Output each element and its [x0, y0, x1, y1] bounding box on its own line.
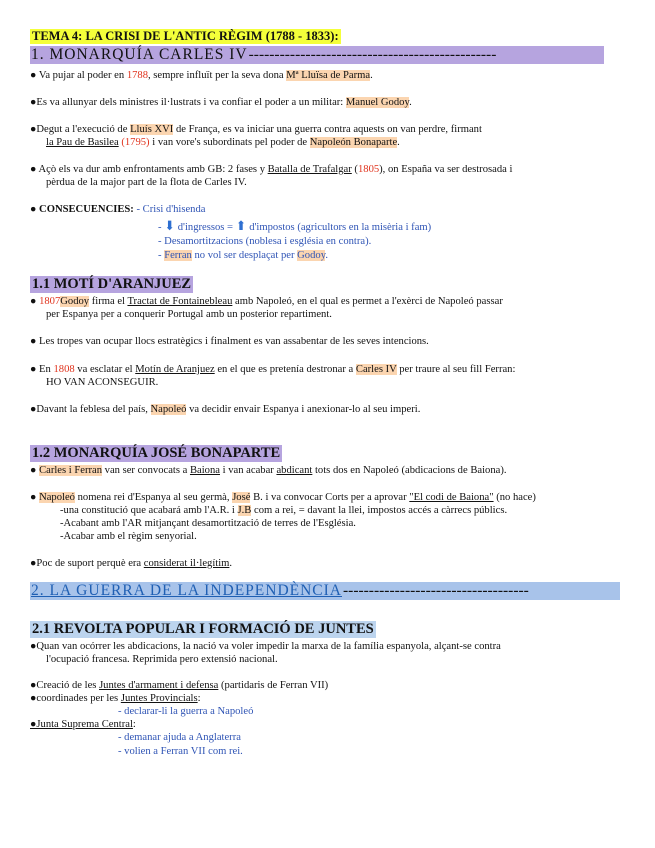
s11-b4-text-a: ●Davant la feblesa del país,	[30, 404, 151, 415]
s11-b3-year: 1808	[53, 364, 75, 375]
s11-b1-year: 1807	[39, 296, 61, 307]
s12-b3-text-b: .	[229, 558, 233, 569]
s1-b4-text-c: ), on España va ser destrosada i	[379, 164, 513, 175]
s12-b1-dot: ●	[30, 465, 40, 476]
s21-b3-text-a: ●coordinades per les	[30, 693, 121, 704]
s12-b2-text-d: (no hace)	[493, 492, 536, 503]
s1-b3-text-b: de França, es va iniciar una guerra contra aquests on van perdre, firmant	[173, 124, 482, 135]
consequence-2-dash: -	[158, 222, 165, 233]
s1-b1-text-a: ● Va pujar al poder en	[30, 70, 127, 81]
s12-bullet-3	[30, 557, 232, 570]
s12-bullet-2-cont-3: -Acabar amb el règim senyorial.	[60, 531, 197, 542]
s12-b2-highlight-1: Napoleó	[39, 492, 75, 503]
consequence-4-highlight: Ferran	[164, 250, 192, 261]
consequence-2-text-b: d'impostos (agricultors en la misèria i fam)	[246, 222, 432, 233]
s21-b2-text-b: (partidaris de Ferran VII)	[218, 680, 329, 691]
s1-bullet-1	[30, 69, 373, 82]
s12-b2-highlight-2: José	[232, 492, 251, 503]
s21-bullet-1-cont: l'ocupació francesa. Reprimida pero extensió nacional.	[46, 654, 278, 665]
s1-b1-text-c: .	[370, 70, 373, 81]
s11-bullet-3-cont: HO VAN ACONSEGUIR.	[46, 377, 159, 388]
s11-b1-dot: ●	[30, 296, 40, 307]
s1-bullet-3-cont	[46, 136, 400, 149]
s12-b1-highlight: Carles i Ferran	[39, 465, 103, 476]
s21-bullet-4-cont-2: - volien a Ferran VII com rei.	[118, 746, 243, 757]
s21-bullet-3-cont: - declarar-li la guerra a Napoleó	[118, 706, 254, 717]
s1-b3b-highlight: Napoleón Bonaparte	[309, 137, 398, 148]
consequence-4-end: .	[325, 250, 328, 261]
s21-b3-underline: Juntes Provincials	[120, 693, 198, 704]
s11-bullet-4	[30, 403, 420, 416]
s1-b1-highlight: Mª Lluïsa de Parma	[286, 70, 371, 81]
s1-b4-underline: Batalla de Trafalgar	[267, 164, 352, 175]
s11-b3-text-b: va esclatar el	[74, 364, 136, 375]
s12-bullet-2-cont-1	[60, 504, 507, 517]
s1-b4-text-b: (	[351, 164, 358, 175]
s1-b3b-year: (1795)	[118, 137, 150, 148]
s1-bullet-3	[30, 123, 482, 136]
s21-b4-text-b: :	[132, 719, 136, 730]
section-1-2-heading: 1.2 MONARQUÍA JOSÉ BONAPARTE	[32, 445, 281, 461]
consequence-4-text: no vol ser desplaçat per	[191, 250, 298, 261]
section-2-dashes: ------------------------------------	[343, 582, 529, 599]
consequence-2-text-a: d'ingressos =	[175, 222, 236, 233]
consequence-4-dash: -	[158, 250, 165, 261]
s11-b3-text-d: per traure al seu fill Ferran:	[396, 364, 516, 375]
s1-b4-year: 1805	[357, 164, 380, 175]
s1-b3-highlight: Lluís XVI	[130, 124, 174, 135]
s21-bullet-4	[30, 718, 136, 731]
consequence-4-highlight-2: Godoy	[297, 250, 326, 261]
s12-bullet-2-cont-2: -Acabant amb l'AR mitjançant desamortització de terres de l'Església.	[60, 518, 356, 529]
s12-b1-text-d: tots dos en Napoleó (abdicacions de Baiona).	[312, 465, 507, 476]
s12-b2c-text-b: com a rei, = davant la llei, impostos accés a càrrecs públics.	[251, 505, 508, 516]
s1-bullet-4	[30, 163, 512, 176]
s11-b1-text-c: amb Napoleó, en el qual es permet a l'exèrci de Napoleó passar	[232, 296, 503, 307]
s11-b4-text-b: va decidir envair Espanya i anexionar-lo al seu imperi.	[186, 404, 421, 415]
s11-b3-highlight: Carles IV	[355, 364, 397, 375]
s11-bullet-1	[30, 295, 503, 308]
s11-b1-underline: Tractat de Fontainebleau	[127, 296, 233, 307]
s1-consequences	[30, 203, 205, 216]
s12-b2c-text-a: -una constitució que acabará amb l'A.R. i	[60, 505, 238, 516]
s1-b4-text-a: ● Açò els va dur amb enfrontaments amb GB: 2 fases y	[30, 164, 268, 175]
s1-b3-text-a: ●Degut a l'execució de	[30, 124, 131, 135]
section-1-heading	[30, 46, 604, 64]
s11-bullet-1-cont: per Espanya per a conquerir Portugal amb un posterior repartiment.	[46, 309, 332, 320]
s12-b2-text-b: nomena rei d'Espanya al seu germà,	[74, 492, 233, 503]
s12-b1-underline-2: abdicant	[276, 465, 313, 476]
s11-b3-underline: Motín de Aranjuez	[135, 364, 215, 375]
s1-b3b-underline: la Pau de Basilea	[46, 137, 119, 148]
s11-b1-highlight: Godoy	[60, 296, 90, 307]
s21-b3-text-b: :	[197, 693, 201, 704]
s11-b3-text-c: en el que es pretenía destronar a	[214, 364, 356, 375]
section-2-1-heading: 2.1 REVOLTA POPULAR I FORMACIÓ DE JUNTES	[32, 621, 374, 637]
s12-b1-text-b: van ser convocats a	[102, 465, 190, 476]
s12-b1-text-c: i van acabar	[219, 465, 277, 476]
s1-bullet-4-cont: pèrdua de la major part de la flota de Carles IV.	[46, 177, 247, 188]
s11-bullet-3	[30, 363, 515, 376]
s1-b1-year: 1788	[126, 70, 148, 81]
arrow-up-icon: ⬆	[235, 218, 247, 233]
s1-bullet-2	[30, 96, 412, 109]
s12-bullet-1	[30, 464, 507, 477]
section-2-title: 2. LA GUERRA DE LA INDEPENDÈNCIA	[31, 582, 342, 599]
s11-b4-highlight: Napoleó	[150, 404, 187, 415]
s21-bullet-3	[30, 692, 201, 705]
s12-b3-text-a: ●Poc de suport perquè era	[30, 558, 144, 569]
s21-b2-underline: Juntes d'armament i defensa	[99, 680, 219, 691]
consequence-2	[158, 219, 431, 234]
s11-b1-text-b: firma el	[89, 296, 128, 307]
s11-b3-text-a: ● En	[30, 364, 54, 375]
s1-b2-text-a: ●Es va allunyar dels ministres il·lustrats i va confiar el poder a un militar:	[30, 97, 346, 108]
s21-bullet-4-cont-1: - demanar ajuda a Anglaterra	[118, 732, 241, 743]
s21-b2-text-a: ●Creació de les	[30, 680, 100, 691]
s1-b1-text-b: , sempre influït per la seva dona	[148, 70, 287, 81]
section-1-dashes: ------------------------------------------------	[248, 46, 497, 63]
s11-bullet-2: ● Les tropes van ocupar llocs estratègics i finalment es van assabentar de les seves intencions.	[30, 336, 429, 347]
consequence-3: - Desamortitzacions (noblesa i església en contra).	[158, 236, 372, 247]
consequence-4	[158, 249, 328, 262]
consequences-label: ● CONSECUENCIES:	[30, 204, 134, 215]
s12-b2-text-c: B. i va convocar Corts per a aprovar	[250, 492, 410, 503]
tema-title: TEMA 4: LA CRISI DE L'ANTIC RÈGIM (1788 - 1833):	[32, 29, 339, 43]
s12-b3-underline: considerat il·legítim	[143, 558, 230, 569]
s12-b1-underline-1: Baiona	[189, 465, 220, 476]
s12-b2-dot: ●	[30, 492, 40, 503]
s21-bullet-1: ●Quan van ocórrer les abdicacions, la nació va voler impedir la marxa de la família espanyola, alçant-se contra	[30, 641, 501, 652]
s21-b4-underline: ●Junta Suprema Central	[30, 719, 133, 730]
s12-b2c-highlight: J.B	[237, 505, 252, 516]
arrow-down-icon: ⬇	[164, 218, 176, 233]
s21-bullet-2	[30, 679, 328, 692]
s1-b2-text-c: .	[409, 97, 412, 108]
s12-bullet-2	[30, 491, 536, 504]
section-2-heading	[30, 582, 620, 600]
s12-b2-underline: "El codi de Baiona"	[409, 492, 494, 503]
consequence-1: - Crisi d'hisenda	[133, 204, 206, 215]
section-1-title: 1. MONARQUÍA CARLES IV	[31, 46, 248, 63]
section-1-1-heading: 1.1 MOTÍ D'ARANJUEZ	[32, 276, 192, 292]
s1-b3b-text: i van vore's subordinats pel poder de	[149, 137, 310, 148]
s1-b3b-text-c: .	[397, 137, 400, 148]
s1-b2-highlight: Manuel Godoy	[345, 97, 410, 108]
